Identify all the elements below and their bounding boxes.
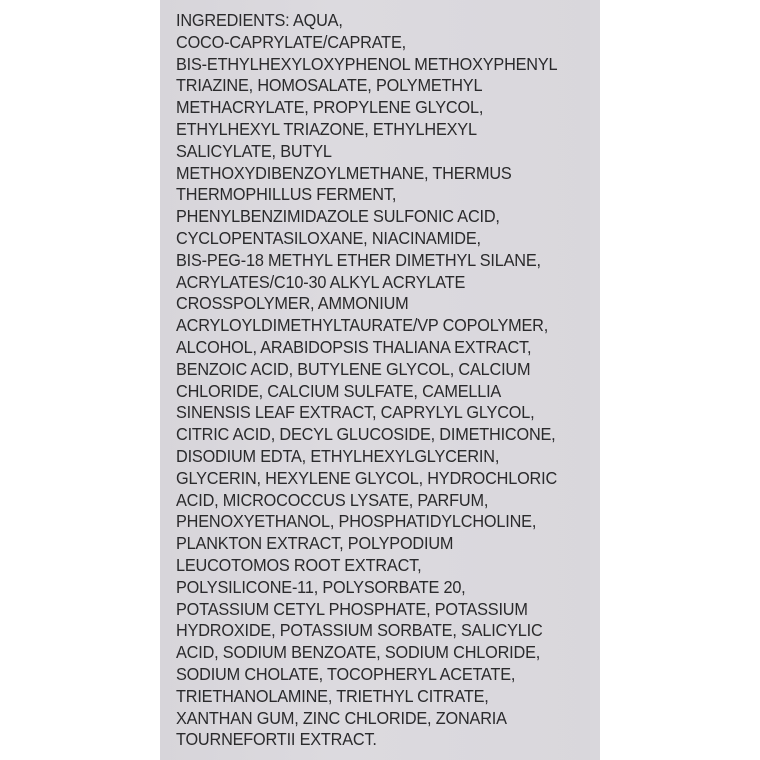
ingredients-line: DISODIUM EDTA, ETHYLHEXYLGLYCERIN,: [176, 445, 500, 466]
ingredients-line: ACRYLATES/C10-30 ALKYL ACRYLATE: [176, 271, 466, 292]
ingredients-line: SODIUM CHOLATE, TOCOPHERYL ACETATE,: [176, 663, 516, 684]
ingredients-line: TRIAZINE, HOMOSALATE, POLYMETHYL: [176, 75, 483, 96]
ingredients-line: ALCOHOL, ARABIDOPSIS THALIANA EXTRACT,: [176, 336, 532, 357]
ingredients-line: POLYSILICONE-11, POLYSORBATE 20,: [176, 576, 466, 597]
ingredients-line: CROSSPOLYMER, AMMONIUM: [176, 293, 409, 314]
ingredients-line: THERMOPHILLUS FERMENT,: [176, 184, 397, 205]
ingredients-line: TOURNEFORTII EXTRACT.: [176, 729, 377, 750]
ingredients-line: HYDROXIDE, POTASSIUM SORBATE, SALICYLIC: [176, 620, 543, 641]
ingredients-line: BIS-ETHYLHEXYLOXYPHENOL METHOXYPHENYL: [176, 53, 558, 74]
ingredients-line: LEUCOTOMOS ROOT EXTRACT,: [176, 554, 422, 575]
ingredients-line: PLANKTON EXTRACT, POLYPODIUM: [176, 533, 454, 554]
ingredients-line: METHACRYLATE, PROPYLENE GLYCOL,: [176, 97, 484, 118]
ingredients-line: PHENYLBENZIMIDAZOLE SULFONIC ACID,: [176, 206, 500, 227]
ingredients-line: CHLORIDE, CALCIUM SULFATE, CAMELLIA: [176, 380, 502, 401]
ingredients-line: CYCLOPENTASILOXANE, NIACINAMIDE,: [176, 227, 481, 248]
ingredients-line: GLYCERIN, HEXYLENE GLYCOL, HYDROCHLORIC: [176, 467, 558, 488]
ingredients-line: BENZOIC ACID, BUTYLENE GLYCOL, CALCIUM: [176, 358, 531, 379]
ingredients-line: POTASSIUM CETYL PHOSPHATE, POTASSIUM: [176, 598, 528, 619]
ingredients-line: SALICYLATE, BUTYL: [176, 140, 332, 161]
ingredients-line: BIS-PEG-18 METHYL ETHER DIMETHYL SILANE,: [176, 249, 541, 270]
ingredients-line: ACRYLOYLDIMETHYLTAURATE/VP COPOLYMER,: [176, 315, 549, 336]
ingredients-line: CITRIC ACID, DECYL GLUCOSIDE, DIMETHICONE,: [176, 424, 556, 445]
ingredients-label-panel: [160, 0, 600, 760]
ingredients-line: INGREDIENTS: AQUA,: [176, 10, 343, 30]
ingredients-list: [176, 10, 567, 751]
ingredients-line: ACID, MICROCOCCUS LYSATE, PARFUM,: [176, 489, 489, 510]
ingredients-line: SINENSIS LEAF EXTRACT, CAPRYLYL GLYCOL,: [176, 402, 535, 423]
ingredients-line: PHENOXYETHANOL, PHOSPHATIDYLCHOLINE,: [176, 511, 537, 532]
ingredients-line: METHOXYDIBENZOYLMETHANE, THERMUS: [176, 162, 512, 183]
ingredients-line: TRIETHANOLAMINE, TRIETHYL CITRATE,: [176, 685, 489, 706]
ingredients-line: XANTHAN GUM, ZINC CHLORIDE, ZONARIA: [176, 707, 507, 728]
ingredients-line: ACID, SODIUM BENZOATE, SODIUM CHLORIDE,: [176, 642, 541, 663]
ingredients-line: ETHYLHEXYL TRIAZONE, ETHYLHEXYL: [176, 118, 477, 139]
ingredients-line: COCO-CAPRYLATE/CAPRATE,: [176, 31, 406, 52]
